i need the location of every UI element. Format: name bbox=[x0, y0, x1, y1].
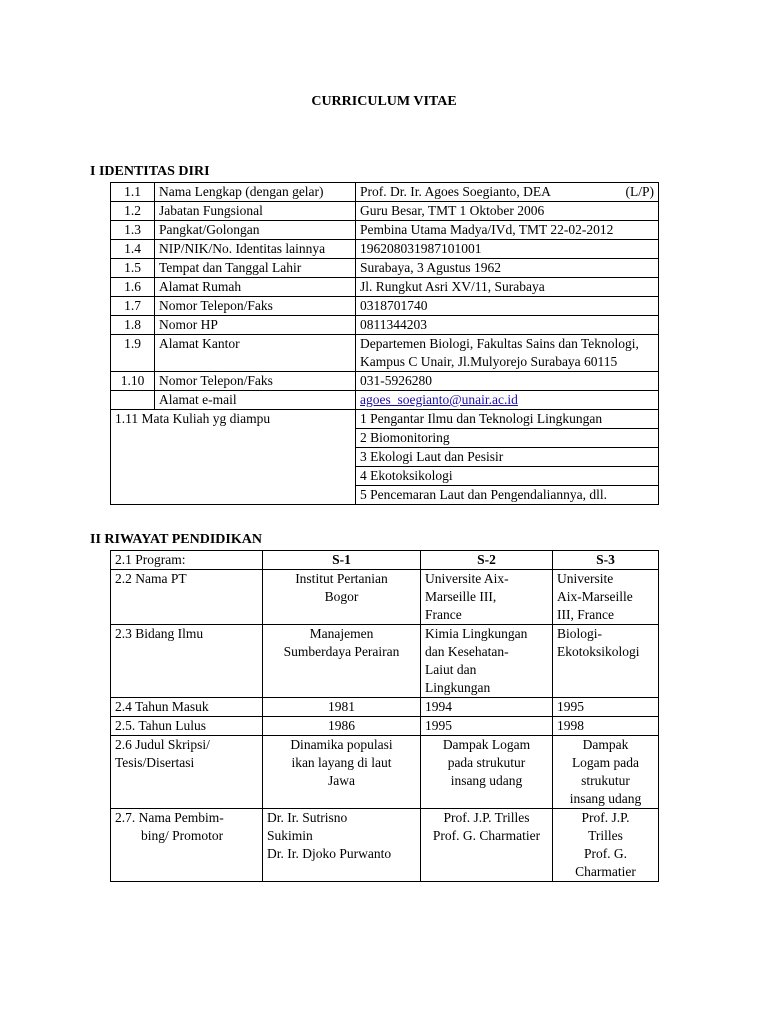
row-label: Alamat Kantor bbox=[155, 335, 356, 372]
cell-line: Aix-Marseille bbox=[557, 589, 633, 604]
cell-line: Jawa bbox=[328, 773, 355, 788]
cell-line: Sumberdaya Perairan bbox=[283, 644, 400, 659]
row-label bbox=[111, 809, 263, 882]
cell-line: Universite bbox=[557, 571, 614, 586]
table-row bbox=[111, 372, 659, 391]
row-label: Tempat dan Tanggal Lahir bbox=[155, 259, 356, 278]
row-number: 1.7 bbox=[111, 297, 155, 316]
row-number: 1.1 bbox=[111, 183, 155, 202]
table-row bbox=[111, 698, 659, 717]
cell-s3 bbox=[553, 809, 659, 882]
cell-line: Universite Aix- bbox=[425, 571, 509, 586]
section-identitas-heading: I IDENTITAS DIRI bbox=[90, 164, 210, 179]
cell-line: Dr. Ir. Sutrisno bbox=[267, 810, 348, 825]
cell-line: insang udang bbox=[569, 791, 642, 806]
table-row bbox=[111, 335, 659, 372]
table-row bbox=[111, 717, 659, 736]
row-label: 2.6 Judul Skripsi/ Tesis/Disertasi bbox=[111, 736, 263, 809]
cell-s2 bbox=[421, 736, 553, 809]
cell-line: Logam pada bbox=[571, 755, 640, 770]
row-number: 1.5 bbox=[111, 259, 155, 278]
row-label-line: bing/ Promotor bbox=[141, 828, 224, 843]
cell-line: Marseille III, bbox=[425, 589, 497, 604]
cell-line: ikan layang di laut bbox=[291, 755, 392, 770]
row-value: 0318701740 bbox=[356, 297, 659, 316]
row-label: 2.3 Bidang Ilmu bbox=[111, 625, 263, 698]
row-value: Guru Besar, TMT 1 Oktober 2006 bbox=[356, 202, 659, 221]
header-s3: S-3 bbox=[553, 551, 659, 570]
row-number: 1.8 bbox=[111, 316, 155, 335]
cell-line: Institut Pertanian bbox=[295, 571, 388, 586]
row-label: 2.5. Tahun Lulus bbox=[111, 717, 263, 736]
cell-s2: 1994 bbox=[421, 698, 553, 717]
table-row bbox=[111, 410, 659, 429]
document-title: CURRICULUM VITAE bbox=[311, 94, 457, 109]
section-pendidikan-heading: II RIWAYAT PENDIDIKAN bbox=[90, 532, 262, 547]
cell-line: Bogor bbox=[324, 589, 359, 604]
row-label: 2.2 Nama PT bbox=[111, 570, 263, 625]
row-label: Alamat Rumah bbox=[155, 278, 356, 297]
email-link[interactable]: agoes_soegianto@unair.ac.id bbox=[360, 392, 518, 407]
table-row bbox=[111, 809, 659, 882]
cell-s1 bbox=[263, 736, 421, 809]
cell-line: Ekotoksikologi bbox=[557, 644, 640, 659]
table-header-row bbox=[111, 551, 659, 570]
table-row bbox=[111, 625, 659, 698]
cell-line: dan Kesehatan- bbox=[425, 644, 509, 659]
cell-line: Prof. J.P. Trilles bbox=[443, 810, 530, 825]
row-label: Nama Lengkap (dengan gelar) bbox=[155, 183, 356, 202]
cell-s1 bbox=[263, 625, 421, 698]
name-value: Prof. Dr. Ir. Agoes Soegianto, DEA bbox=[360, 184, 551, 199]
row-number: 1.10 bbox=[111, 372, 155, 391]
cell-line: Trilles bbox=[588, 828, 623, 843]
cell-s1 bbox=[263, 809, 421, 882]
cell-line: Laiut dan bbox=[425, 662, 477, 677]
row-value: Departemen Biologi, Fakultas Sains dan Teknologi, Kampus C Unair, Jl.Mulyorejo Surabaya 60115 bbox=[356, 335, 659, 372]
row-label: Nomor Telepon/Faks bbox=[155, 297, 356, 316]
cell-line: Dinamika populasi bbox=[290, 737, 393, 752]
cell-line: Dampak bbox=[582, 737, 629, 752]
cell-s2 bbox=[421, 570, 553, 625]
cell-line: pada strukutur bbox=[447, 755, 526, 770]
cell-s3 bbox=[553, 736, 659, 809]
row-number: 1.9 bbox=[111, 335, 155, 372]
table-row bbox=[111, 259, 659, 278]
cell-s3: 1998 bbox=[553, 717, 659, 736]
course-item: 3 Ekologi Laut dan Pesisir bbox=[356, 448, 659, 467]
cell-line: insang udang bbox=[450, 773, 523, 788]
row-value bbox=[356, 183, 659, 202]
table-row bbox=[111, 183, 659, 202]
cell-line: Kimia Lingkungan bbox=[425, 626, 528, 641]
row-label: Nomor HP bbox=[155, 316, 356, 335]
pendidikan-table bbox=[110, 550, 659, 882]
cell-s1: 1981 bbox=[263, 698, 421, 717]
course-item: 2 Biomonitoring bbox=[356, 429, 659, 448]
row-label: Nomor Telepon/Faks bbox=[155, 372, 356, 391]
row-number: 1.4 bbox=[111, 240, 155, 259]
courses-label: 1.11 Mata Kuliah yg diampu bbox=[111, 410, 356, 505]
table-row bbox=[111, 736, 659, 809]
cell-line: Prof. G. Charmatier bbox=[432, 828, 541, 843]
row-number: 1.3 bbox=[111, 221, 155, 240]
row-value bbox=[356, 391, 659, 410]
row-number: 1.2 bbox=[111, 202, 155, 221]
table-row bbox=[111, 202, 659, 221]
table-row bbox=[111, 240, 659, 259]
cell-line: Sukimin bbox=[267, 828, 313, 843]
cell-line: France bbox=[425, 607, 462, 622]
course-item: 5 Pencemaran Laut dan Pengendaliannya, dll. bbox=[356, 486, 659, 505]
row-label: Jabatan Fungsional bbox=[155, 202, 356, 221]
cell-line: III, France bbox=[557, 607, 614, 622]
cell-s3: 1995 bbox=[553, 698, 659, 717]
table-row bbox=[111, 316, 659, 335]
row-value: Pembina Utama Madya/IVd, TMT 22-02-2012 bbox=[356, 221, 659, 240]
row-label: Alamat e-mail bbox=[155, 391, 356, 410]
program-label: 2.1 Program: bbox=[111, 551, 263, 570]
cell-line: Dr. Ir. Djoko Purwanto bbox=[267, 846, 392, 861]
header-s2: S-2 bbox=[421, 551, 553, 570]
cell-s3 bbox=[553, 570, 659, 625]
gender-marker: (L/P) bbox=[625, 184, 654, 199]
row-label: 2.4 Tahun Masuk bbox=[111, 698, 263, 717]
table-row bbox=[111, 278, 659, 297]
row-number: 1.6 bbox=[111, 278, 155, 297]
row-value: Surabaya, 3 Agustus 1962 bbox=[356, 259, 659, 278]
table-row bbox=[111, 221, 659, 240]
cell-line: Prof. J.P. bbox=[581, 810, 630, 825]
identitas-table bbox=[110, 182, 659, 505]
row-value: 0811344203 bbox=[356, 316, 659, 335]
header-s1: S-1 bbox=[263, 551, 421, 570]
row-value: 196208031987101001 bbox=[356, 240, 659, 259]
row-label: NIP/NIK/No. Identitas lainnya bbox=[155, 240, 356, 259]
cell-line: Lingkungan bbox=[425, 680, 491, 695]
table-row bbox=[111, 391, 659, 410]
row-value: Jl. Rungkut Asri XV/11, Surabaya bbox=[356, 278, 659, 297]
course-item: 4 Ekotoksikologi bbox=[356, 467, 659, 486]
row-label-line: 2.7. Nama Pembim- bbox=[115, 810, 224, 825]
course-item: 1 Pengantar Ilmu dan Teknologi Lingkungan bbox=[356, 410, 659, 429]
cell-line: Manajemen bbox=[309, 626, 374, 641]
cell-line: Charmatier bbox=[575, 864, 636, 879]
table-row bbox=[111, 297, 659, 316]
cell-s3 bbox=[553, 625, 659, 698]
cell-s2: 1995 bbox=[421, 717, 553, 736]
row-value: 031-5926280 bbox=[356, 372, 659, 391]
cell-s1: 1986 bbox=[263, 717, 421, 736]
cell-line: Biologi- bbox=[557, 626, 603, 641]
cell-line: strukutur bbox=[581, 773, 630, 788]
table-row bbox=[111, 570, 659, 625]
row-label: Pangkat/Golongan bbox=[155, 221, 356, 240]
row-number bbox=[111, 391, 155, 410]
cell-s2 bbox=[421, 625, 553, 698]
cell-s1 bbox=[263, 570, 421, 625]
cell-line: Dampak Logam bbox=[442, 737, 531, 752]
cell-line: Prof. G. bbox=[583, 846, 628, 861]
cell-s2 bbox=[421, 809, 553, 882]
